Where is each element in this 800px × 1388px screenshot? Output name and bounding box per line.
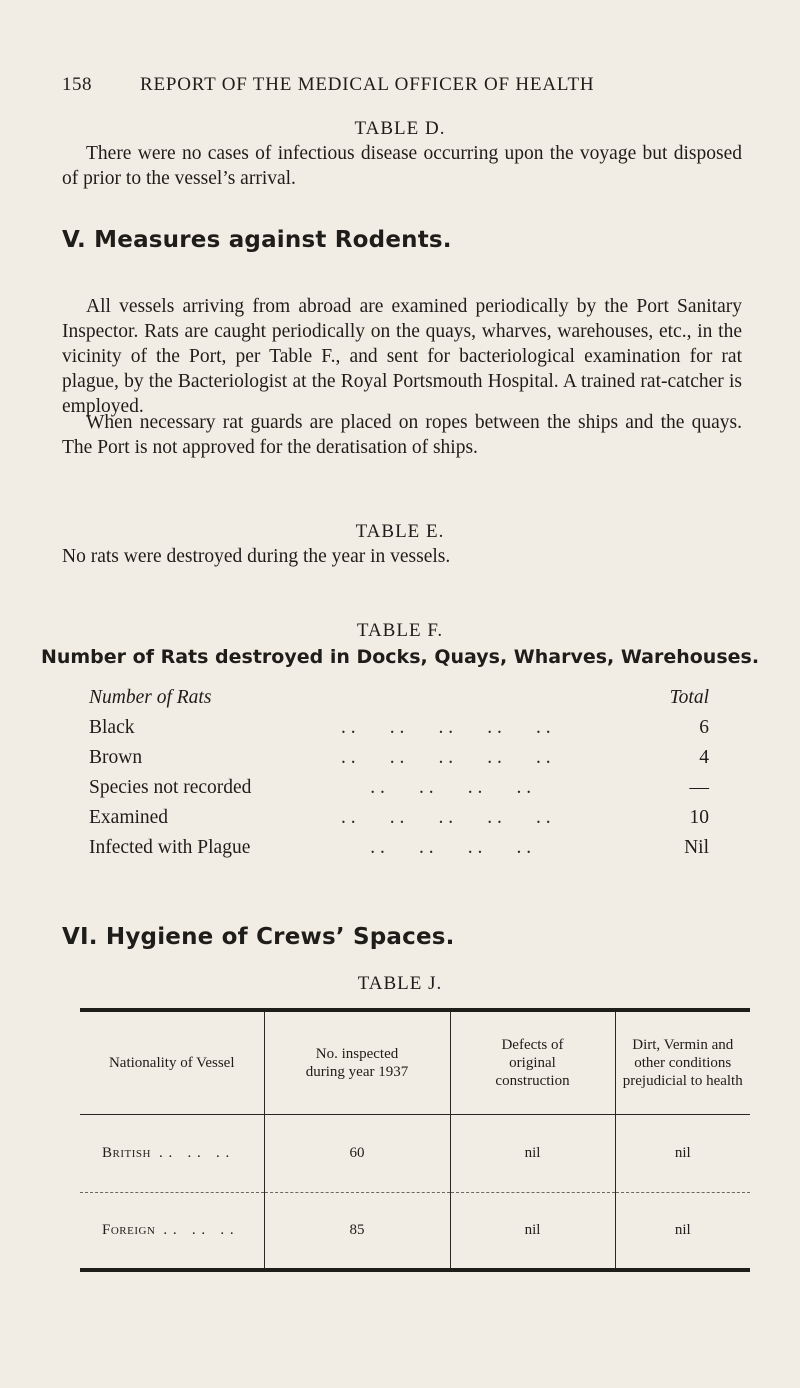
rats-col-label: Number of Rats: [89, 687, 212, 708]
rats-row-label: Black: [89, 717, 135, 738]
rats-row: Infected with Plague . . . . . . . . Nil: [89, 837, 709, 858]
table-row: [80, 1114, 750, 1192]
section-v-heading: V. Measures against Rodents.: [62, 227, 452, 253]
table-j-title: TABLE J.: [357, 973, 443, 994]
header-nationality: Nationality of Vessel: [80, 1010, 264, 1114]
cell-defects: nil: [450, 1114, 615, 1192]
rats-row-total: Nil: [684, 837, 709, 858]
rats-col-total: Total: [669, 687, 709, 708]
table-d-title: TABLE D.: [354, 118, 446, 139]
rats-row-label: Infected with Plague: [89, 837, 251, 858]
cell-dirt: nil: [615, 1114, 750, 1192]
table-f-title: TABLE F.: [356, 620, 444, 641]
section-vi-heading: VI. Hygiene of Crews’ Spaces.: [62, 924, 455, 950]
table-f-subtitle: Number of Rats destroyed in Docks, Quays, Wharves, Warehouses.: [40, 646, 760, 668]
crew-spaces-table: [80, 1008, 750, 1272]
header-defects: Defects of original construction: [450, 1010, 615, 1114]
section-v-para1: All vessels arriving from abroad are examined periodically by the Port Sanitary Inspector. Rats are caught periodically on the quays, wharves, warehouses, etc., in the vicinity of the Port, per Table F., and sent for bacteriological examination for rat plague, by the Bacteriologist at the Royal Portsmouth Hospital. A trained rat-catcher is employed.: [62, 296, 742, 417]
rats-row-total: 6: [699, 717, 709, 738]
rats-row-label: Brown: [89, 747, 143, 768]
header-inspected: No. inspected during year 1937: [264, 1010, 450, 1114]
cell-dirt: nil: [615, 1192, 750, 1270]
cell-inspected: 85: [264, 1192, 450, 1270]
rats-table-header: [89, 687, 709, 717]
crew-table-header: [80, 1010, 750, 1114]
table-d-text: There were no cases of infectious disease occurring upon the voyage but disposed of prior to the vessel’s arrival.: [62, 143, 742, 189]
table-row: [80, 1192, 750, 1270]
cell-nationality: Foreign . . . . . .: [80, 1192, 264, 1270]
rats-row-label: Examined: [89, 807, 169, 828]
header-dirt: Dirt, Vermin and other conditions prejudicial to health: [615, 1010, 750, 1114]
table-e-text: No rats were destroyed during the year in vessels.: [62, 546, 451, 567]
cell-defects: nil: [450, 1192, 615, 1270]
rats-row-label: Species not recorded: [89, 777, 252, 798]
page-number: 158: [62, 74, 92, 95]
rats-row-total: 10: [689, 807, 709, 828]
rats-row: Brown . . . . . . . . . . 4: [89, 747, 709, 768]
rats-row: Black . . . . . . . . . . 6: [89, 717, 709, 738]
rats-row: Examined . . . . . . . . . . 10: [89, 807, 709, 828]
section-v-para2: When necessary rat guards are placed on ropes between the ships and the quays. The Port is not approved for the deratisation of ships.: [62, 412, 742, 458]
table-e-title: TABLE E.: [355, 521, 445, 542]
rats-row-total: 4: [699, 747, 709, 768]
running-head-title: REPORT OF THE MEDICAL OFFICER OF HEALTH: [140, 74, 595, 95]
running-head: [62, 74, 762, 96]
rats-table: [89, 687, 709, 867]
cell-inspected: 60: [264, 1114, 450, 1192]
cell-nationality: British . . . . . .: [80, 1114, 264, 1192]
rats-row-total: —: [689, 777, 709, 798]
rats-row: Species not recorded . . . . . . . . —: [89, 777, 709, 798]
